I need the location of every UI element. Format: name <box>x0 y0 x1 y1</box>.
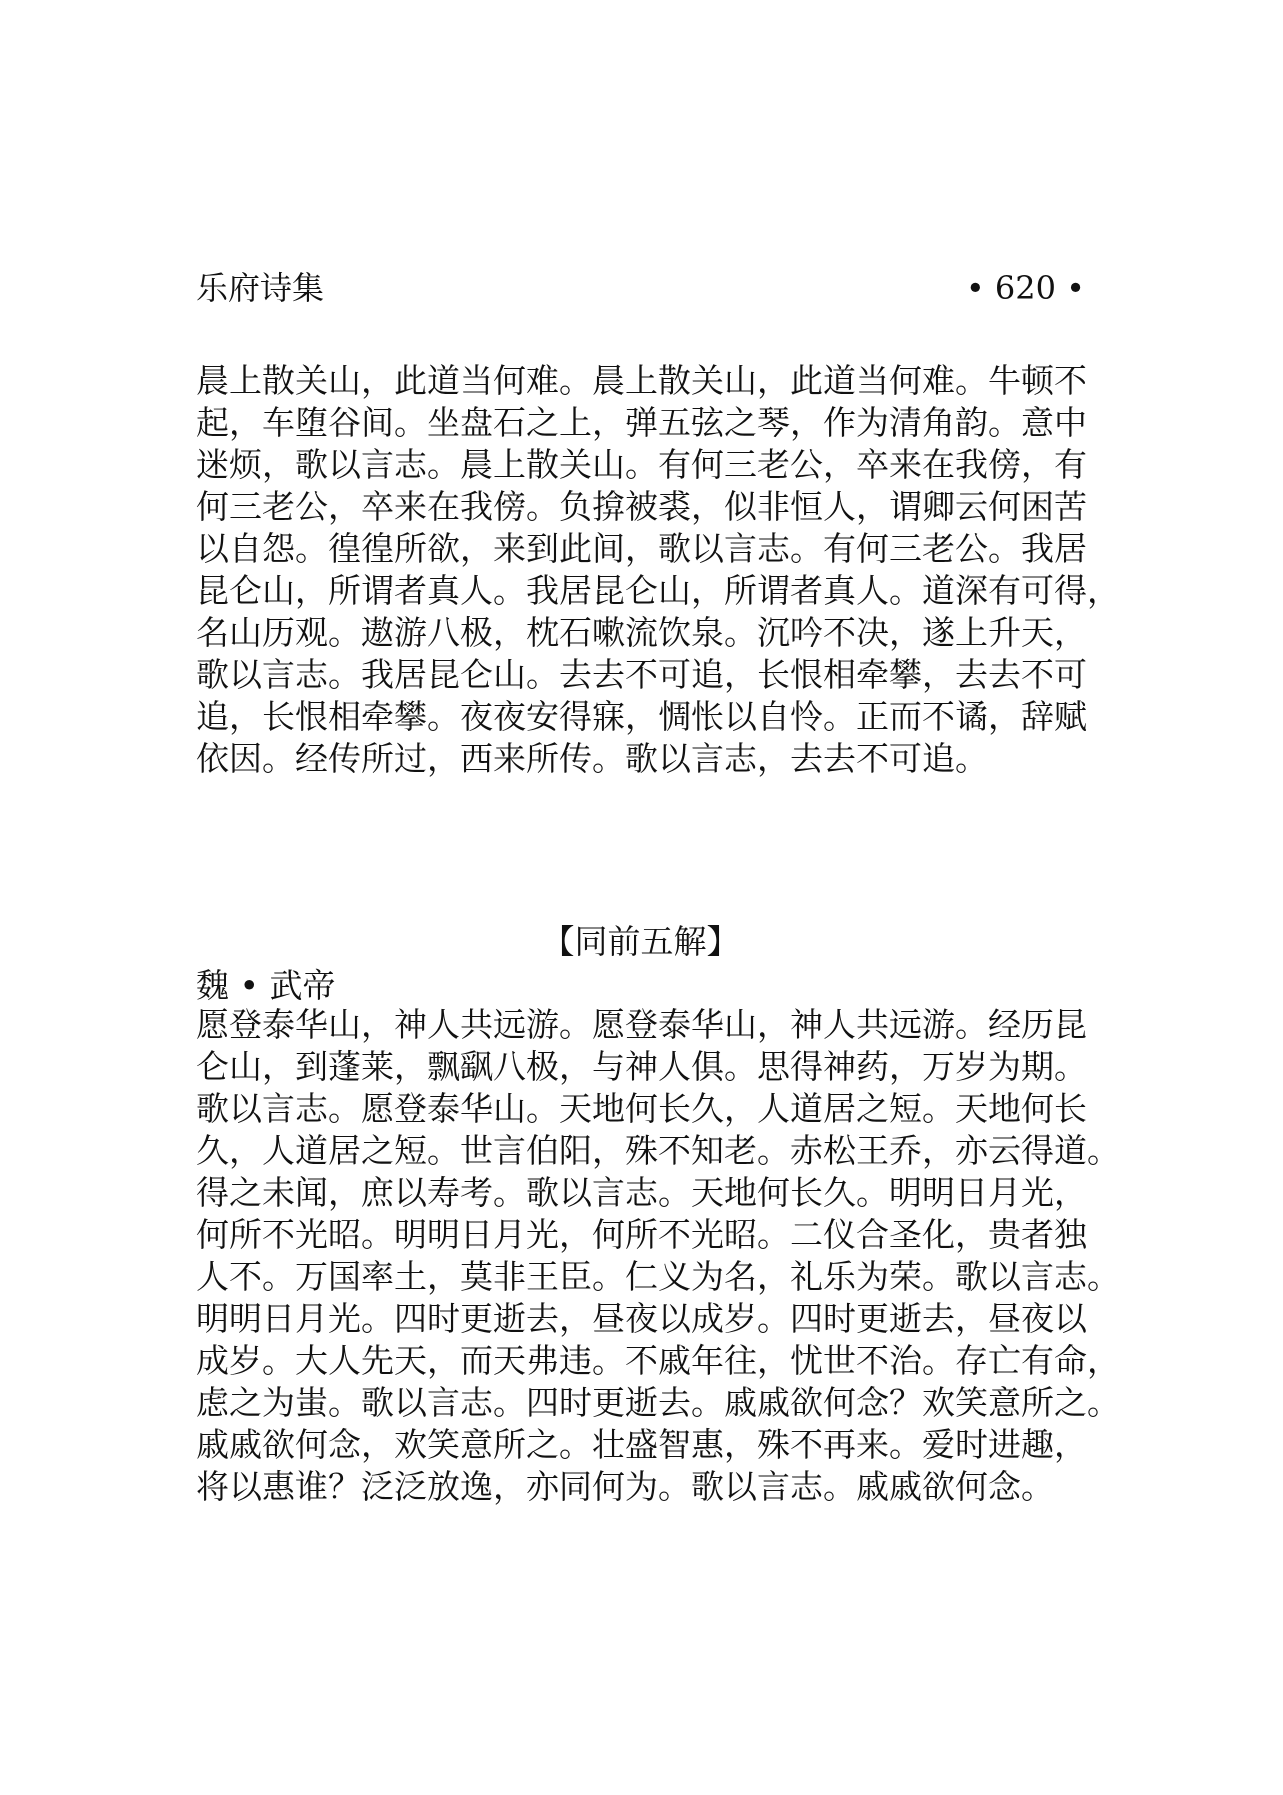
text-line: 起，车堕谷间。坐盘石之上，弹五弦之琴，作为清角韵。意中 <box>196 403 1087 442</box>
text-line: 将以惠谁？泛泛放逸，亦同何为。歌以言志。戚戚欲何念。 <box>196 1467 1054 1506</box>
text-line: 以自怨。徨徨所欲，来到此间，歌以言志。有何三老公。我居 <box>196 529 1087 568</box>
book-title: 乐府诗集 <box>196 269 325 307</box>
text-line: 久，人道居之短。世言伯阳，殊不知老。赤松王乔，亦云得道。 <box>196 1131 1120 1170</box>
page-number: • 620 • <box>965 269 1085 307</box>
text-line: 愿登泰华山，神人共远游。愿登泰华山，神人共远游。经历昆 <box>196 1005 1087 1044</box>
text-line: 何三老公，卒来在我傍。负揜被裘，似非恒人，谓卿云何困苦 <box>196 487 1087 526</box>
page-header <box>196 266 1085 310</box>
text-line: 虑之为蚩。歌以言志。四时更逝去。戚戚欲何念？欢笑意所之。 <box>196 1383 1120 1422</box>
text-line: 追，长恨相牵攀。夜夜安得寐，惆怅以自怜。正而不谲，辞赋 <box>196 697 1087 736</box>
section-author: 魏 • 武帝 <box>196 966 336 1005</box>
text-line: 得之未闻，庶以寿考。歌以言志。天地何长久。明明日月光， <box>196 1173 1087 1212</box>
section-title: 【同前五解】 <box>541 922 740 961</box>
text-line: 仑山，到蓬莱，飘飖八极，与神人俱。思得神药，万岁为期。 <box>196 1047 1087 1086</box>
text-line: 名山历观。遨游八极，枕石嗽流饮泉。沉吟不决，遂上升天， <box>196 613 1087 652</box>
text-line: 昆仑山，所谓者真人。我居昆仑山，所谓者真人。道深有可得， <box>196 571 1120 610</box>
passage-2 <box>196 1004 1120 1508</box>
text-line: 明明日月光。四时更逝去，昼夜以成岁。四时更逝去，昼夜以 <box>196 1299 1087 1338</box>
text-line: 依因。经传所过，西来所传。歌以言志，去去不可追。 <box>196 739 988 778</box>
text-line: 歌以言志。我居昆仑山。去去不可追，长恨相牵攀，去去不可 <box>196 655 1087 694</box>
text-line: 戚戚欲何念，欢笑意所之。壮盛智惠，殊不再来。爱时进趣， <box>196 1425 1087 1464</box>
text-line: 歌以言志。愿登泰华山。天地何长久，人道居之短。天地何长 <box>196 1089 1087 1128</box>
text-line: 成岁。大人先天，而天弗违。不戚年往，忧世不治。存亡有命， <box>196 1341 1120 1380</box>
text-line: 晨上散关山，此道当何难。晨上散关山，此道当何难。牛顿不 <box>196 361 1087 400</box>
text-line: 人不。万国率土，莫非王臣。仁义为名，礼乐为荣。歌以言志。 <box>196 1257 1120 1296</box>
passage-1 <box>196 360 1120 780</box>
text-line: 迷烦，歌以言志。晨上散关山。有何三老公，卒来在我傍，有 <box>196 445 1087 484</box>
text-line: 何所不光昭。明明日月光，何所不光昭。二仪合圣化，贵者独 <box>196 1215 1087 1254</box>
